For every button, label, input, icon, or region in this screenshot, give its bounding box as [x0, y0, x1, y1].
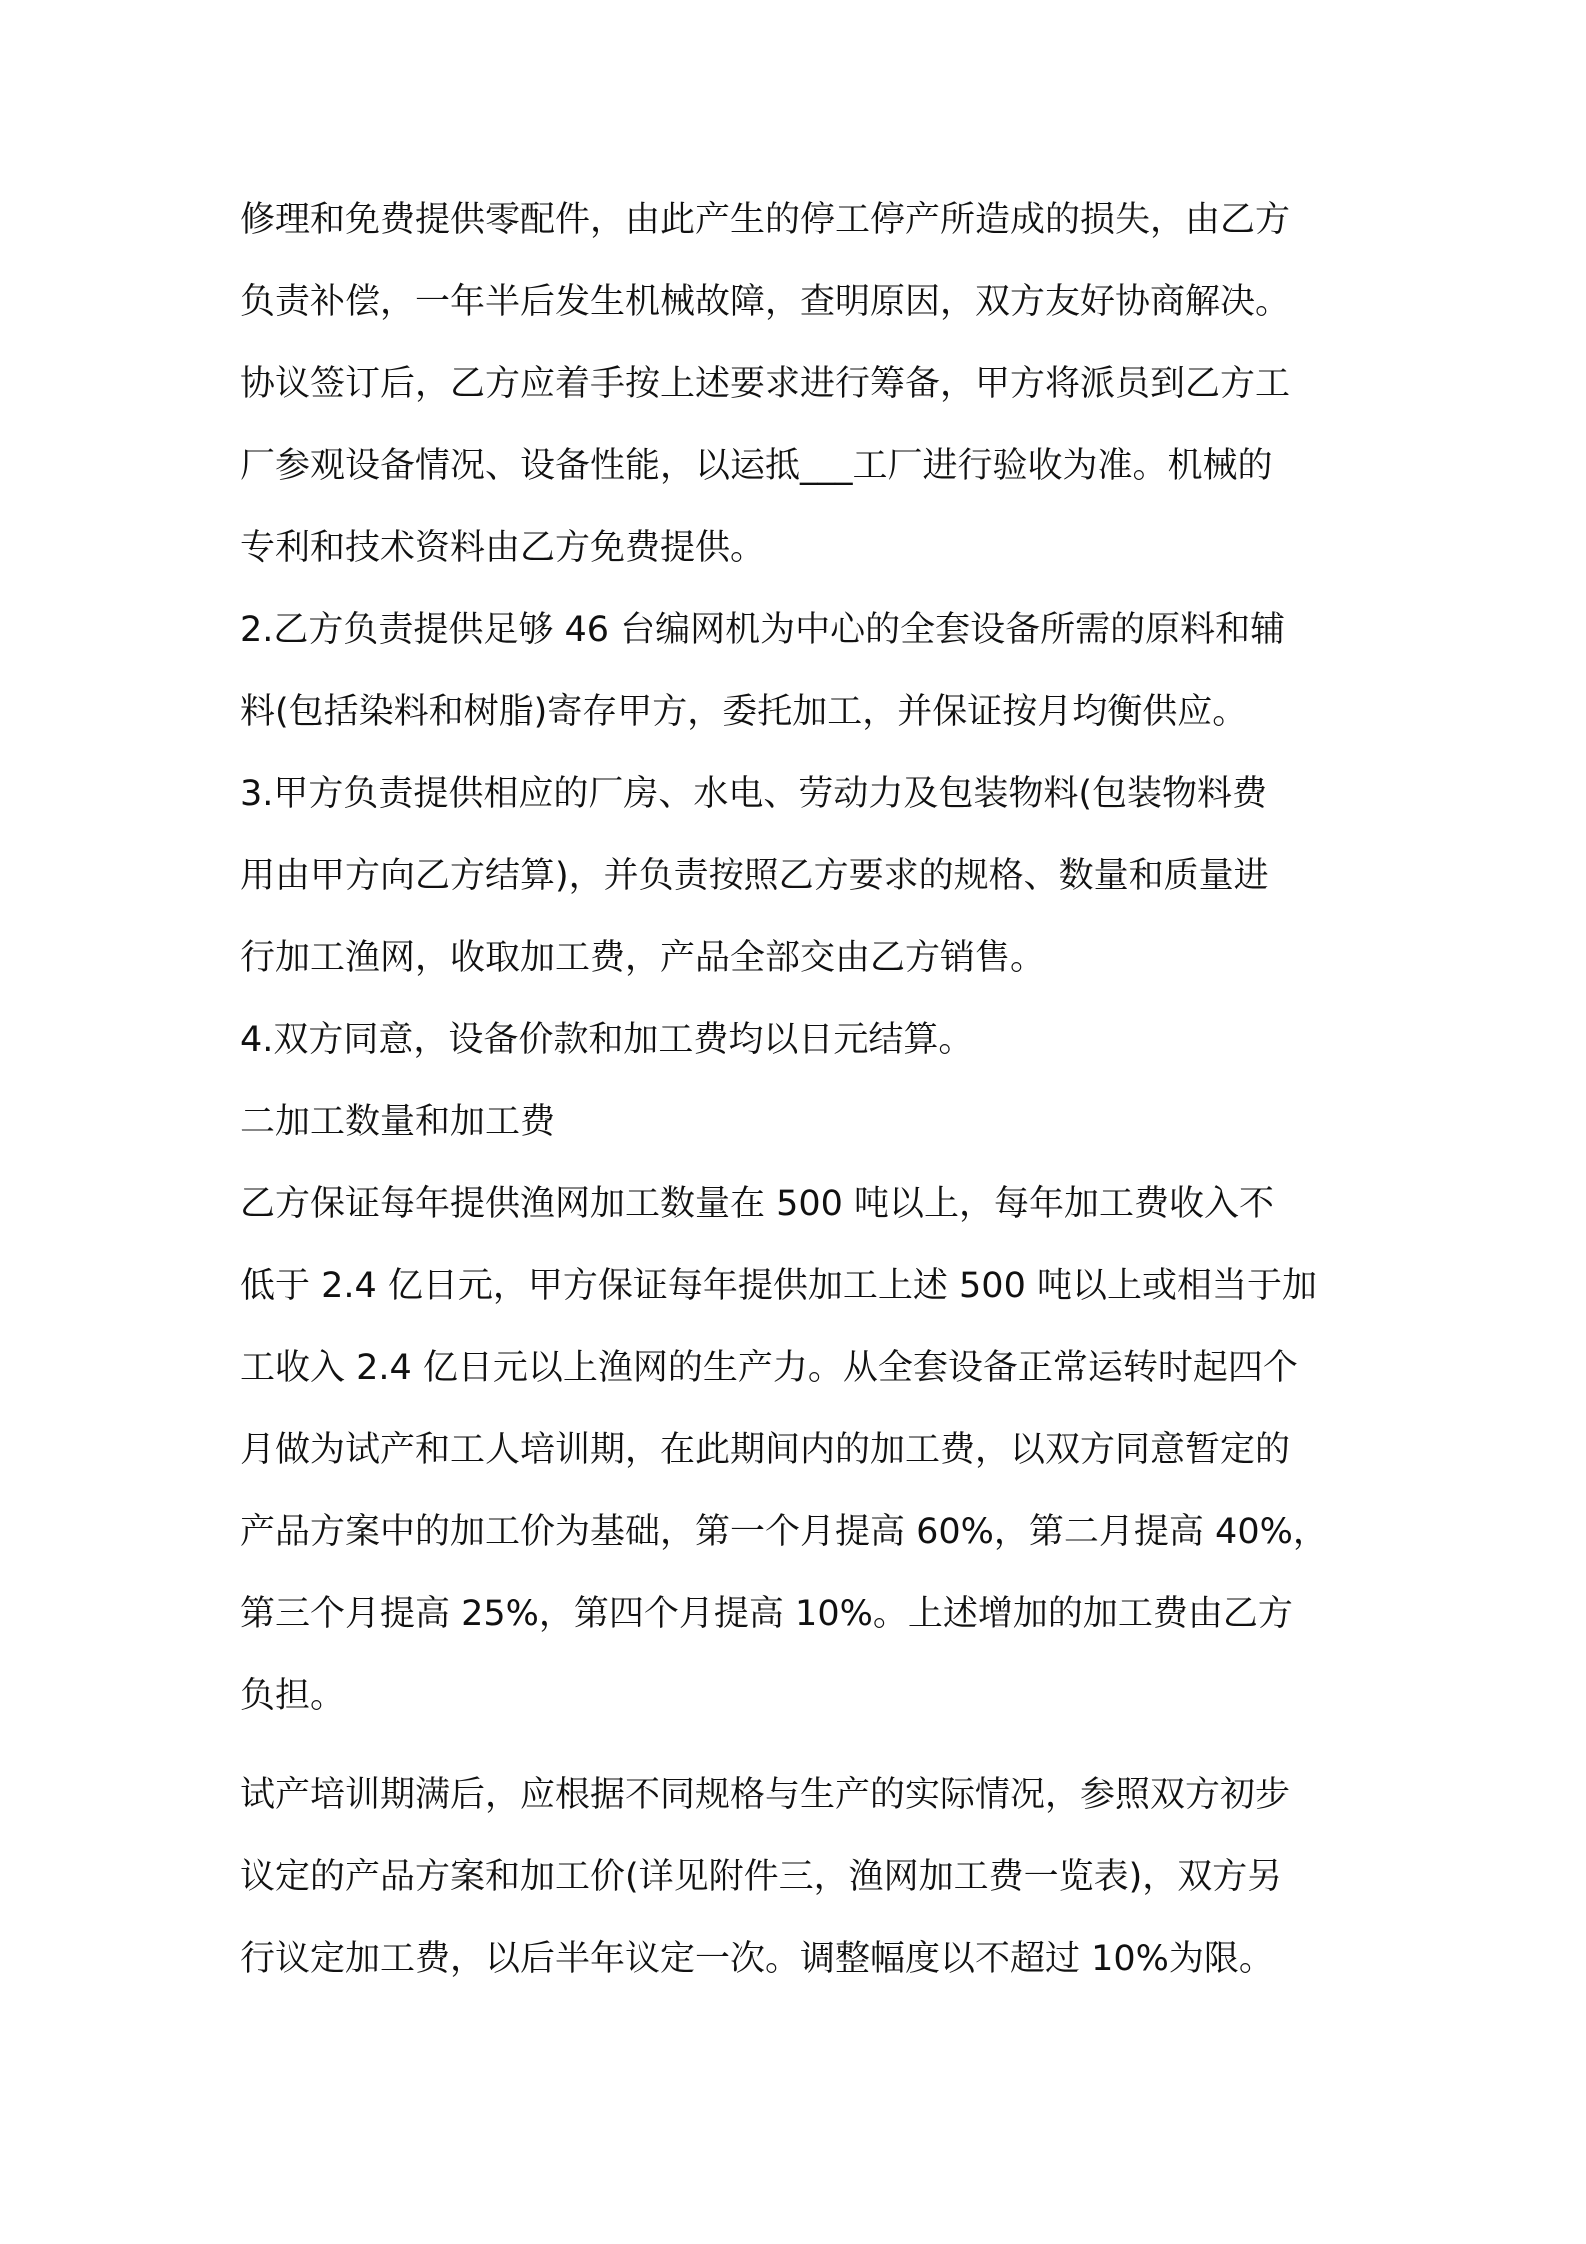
text-line-9: 用由甲方向乙方结算)，并负责按照乙方要求的规格、数量和质量进	[240, 856, 1269, 896]
text-line-5: 专利和技术资料由乙方免费提供。	[240, 528, 766, 568]
text-line-19: 负担。	[240, 1676, 346, 1716]
text-line-22: 行议定加工费，以后半年议定一次。调整幅度以不超过 10%为限。	[240, 1939, 1274, 1979]
text-line-2: 负责补偿，一年半后发生机械故障，查明原因，双方友好协商解决。	[240, 282, 1291, 322]
text-line-13: 乙方保证每年提供渔网加工数量在 500 吨以上，每年加工费收入不	[240, 1184, 1275, 1224]
section-heading: 二加工数量和加工费	[240, 1102, 556, 1142]
text-line-8: 3.甲方负责提供相应的厂房、水电、劳动力及包装物料(包装物料费	[240, 774, 1268, 814]
text-line-6: 2.乙方负责提供足够 46 台编网机为中心的全套设备所需的原料和辅	[240, 610, 1286, 650]
text-line-7: 料(包括染料和树脂)寄存甲方，委托加工，并保证按月均衡供应。	[240, 692, 1248, 732]
text-line-3: 协议签订后，乙方应着手按上述要求进行筹备，甲方将派员到乙方工	[240, 364, 1291, 404]
text-line-14: 低于 2.4 亿日元，甲方保证每年提供加工上述 500 吨以上或相当于加	[240, 1266, 1317, 1306]
text-line-21: 议定的产品方案和加工价(详见附件三，渔网加工费一览表)，双方另	[240, 1857, 1283, 1897]
text-line-20: 试产培训期满后，应根据不同规格与生产的实际情况，参照双方初步	[240, 1775, 1291, 1815]
text-line-18: 第三个月提高 25%，第四个月提高 10%。上述增加的加工费由乙方	[240, 1594, 1293, 1634]
text-line-10: 行加工渔网，收取加工费，产品全部交由乙方销售。	[240, 938, 1046, 978]
text-line-11: 4.双方同意，设备价款和加工费均以日元结算。	[240, 1020, 974, 1060]
text-line-4: 厂参观设备情况、设备性能，以运抵___工厂进行验收为准。机械的	[240, 446, 1273, 486]
text-line-17: 产品方案中的加工价为基础，第一个月提高 60%，第二月提高 40%，	[240, 1512, 1328, 1552]
text-line-1: 修理和免费提供零配件，由此产生的停工停产所造成的损失，由乙方	[240, 200, 1291, 240]
text-line-15: 工收入 2.4 亿日元以上渔网的生产力。从全套设备正常运转时起四个	[240, 1348, 1298, 1388]
text-line-16: 月做为试产和工人培训期，在此期间内的加工费，以双方同意暂定的	[240, 1430, 1291, 1470]
